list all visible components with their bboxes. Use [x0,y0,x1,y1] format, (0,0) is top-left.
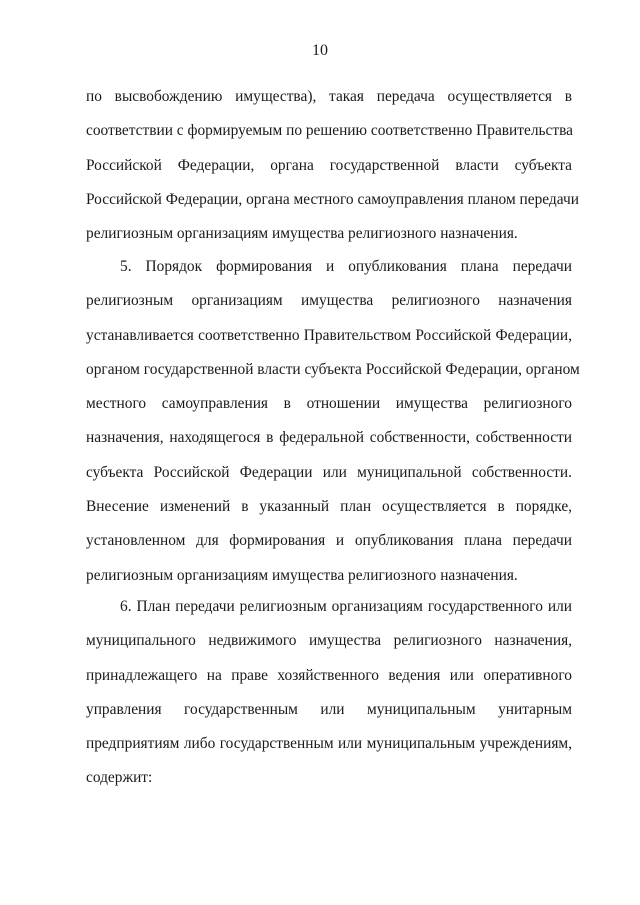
paragraph-section-5 [86,250,580,593]
text-line: 6. План передачи религиозным организациям государственного или [120,598,572,615]
text-line: местного самоуправления в отношении имущества религиозного [86,395,572,413]
text-line: органом государственной власти субъекта Российской Федерации, органом [86,360,580,378]
text-line: Российской Федерации, органа государственной власти субъекта [86,156,572,174]
text-line: религиозным организациям имущества религиозного назначения. [86,566,518,584]
text-line: установленном для формирования и опубликования плана передачи [86,532,572,550]
text-line: содержит: [86,769,153,787]
text-line: принадлежащего на праве хозяйственного ведения или оперативного [86,666,572,684]
paragraph-section-6 [86,590,572,796]
page-number: 10 [312,42,328,59]
text-line: соответствии с формируемым по решению соответственно Правительства [86,122,573,140]
text-line: управления государственным или муниципальным унитарным [86,700,572,718]
text-line: религиозным организациям имущества религиозного назначения [86,292,572,310]
text-line: религиозным организациям имущества религиозного назначения. [86,225,518,243]
text-line: Внесение изменений в указанный план осуществляется в порядке, [86,498,572,516]
paragraph-continuation [86,80,579,251]
text-line: устанавливается соответственно Правительством Российской Федерации, [86,326,572,344]
text-line: по высвобождению имущества), такая передача осуществляется в [86,88,572,105]
text-line: назначения, находящегося в федеральной собственности, собственности [86,429,572,447]
text-line: субъекта Российской Федерации или муниципальной собственности. [86,463,572,481]
text-line: 5. Порядок формирования и опубликования плана передачи [120,258,572,275]
text-line: Российской Федерации, органа местного самоуправления планом передачи [86,190,579,208]
text-line: предприятиям либо государственным или муниципальным учреждениям, [86,735,572,753]
text-line: муниципального недвижимого имущества религиозного назначения, [86,632,572,650]
